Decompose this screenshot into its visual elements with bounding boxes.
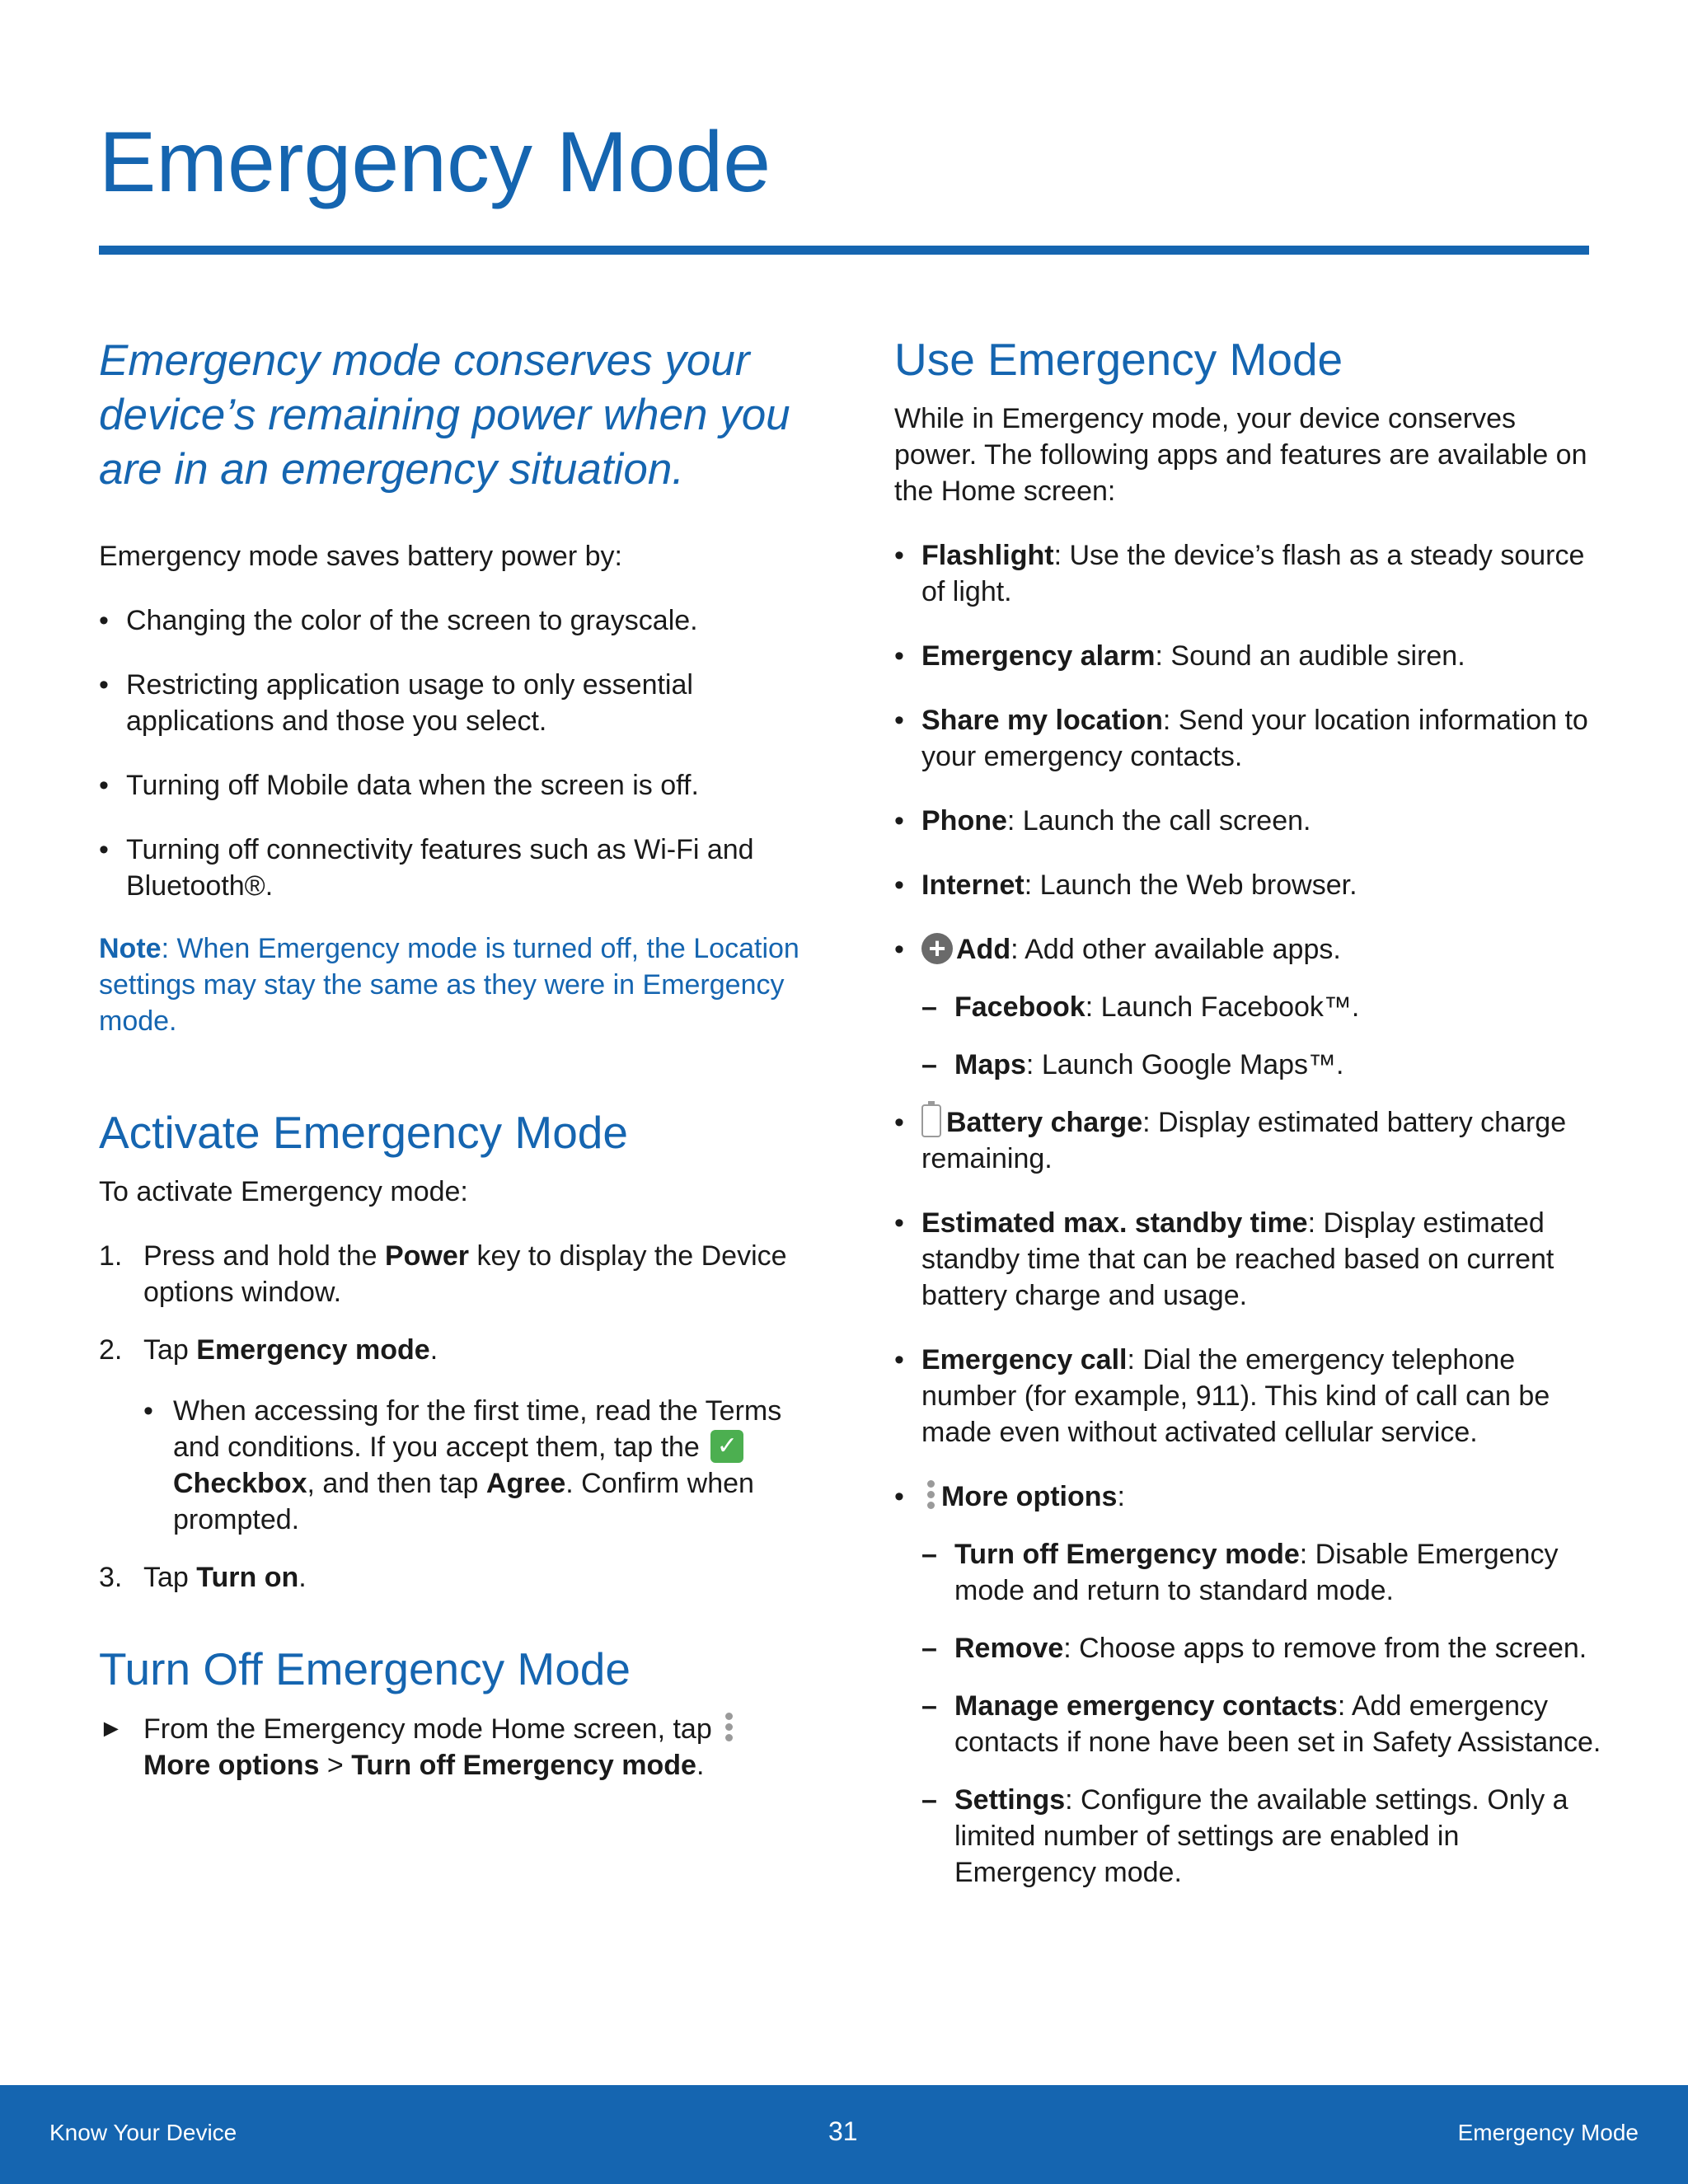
item-label: Share my location (921, 705, 1163, 737)
list-item (894, 638, 1603, 674)
item-text: : Send your location information to your emergency contacts. (921, 705, 1588, 773)
step-strong: Agree (485, 1468, 566, 1500)
item-text: : Choose apps to remove from the screen. (1063, 1633, 1587, 1665)
step-strong: Turn on (196, 1562, 299, 1594)
sub-list-item (921, 989, 1603, 1025)
step-number: 2. (99, 1334, 123, 1366)
list-item (894, 1479, 1603, 1891)
list-item (894, 1205, 1603, 1314)
item-label: Phone (921, 805, 1007, 837)
plus-circle-icon: + (921, 933, 953, 964)
item-text: : Display estimated battery charge remaining. (921, 1107, 1567, 1175)
features-list (894, 537, 1603, 1891)
right-column (894, 334, 1603, 1891)
step-text: Tap (143, 1334, 197, 1366)
item-text: : Add emergency contacts if none have been set in Safety Assistance. (954, 1690, 1601, 1759)
item-text: : Launch Facebook™. (1085, 991, 1360, 1024)
step-number: 1. (99, 1240, 123, 1272)
list-item: • Turning off connectivity features such as Wi-Fi and Bluetooth®. (99, 832, 799, 904)
item-label: More options (941, 1481, 1118, 1513)
more-options-icon (925, 1479, 936, 1513)
item-label: Remove (954, 1633, 1064, 1665)
list-item (894, 702, 1603, 775)
step-text: . (298, 1562, 307, 1594)
step-text: Tap (143, 1562, 197, 1594)
step-strong: Turn off Emergency mode (351, 1749, 696, 1781)
item-label: Flashlight (921, 540, 1054, 572)
turnoff-instruction (99, 1711, 799, 1783)
item-text: : Launch the Web browser. (1024, 869, 1357, 902)
list-item: • Restricting application usage to only essential applications and those you select. (99, 667, 799, 739)
footer-chapter-label: Emergency Mode (1457, 2120, 1639, 2145)
activate-intro: To activate Emergency mode: (99, 1176, 468, 1208)
step-text: Press and hold the (143, 1240, 385, 1272)
list-item (894, 1342, 1603, 1451)
more-options-icon (723, 1711, 734, 1746)
item-label: Settings (954, 1784, 1066, 1816)
item-text: : Sound an audible siren. (1155, 640, 1465, 673)
list-item (894, 1104, 1603, 1177)
step-strong: Checkbox (173, 1468, 307, 1500)
item-label: Add (956, 934, 1011, 966)
checkbox-icon: ✓ (710, 1430, 743, 1463)
step-text: . Confirm when prompted. (173, 1468, 754, 1536)
use-intro: While in Emergency mode, your device conserves power. The following apps and features are available on the Home screen: (894, 403, 1587, 508)
item-text: : Disable Emergency mode and return to standard mode. (954, 1539, 1559, 1607)
list-item (894, 931, 1603, 1083)
step-item (99, 1559, 799, 1596)
list-item (894, 867, 1603, 903)
item-text: : Add other available apps. (1010, 934, 1341, 966)
item-label: Emergency alarm (921, 640, 1156, 673)
list-item: • Turning off Mobile data when the screen is off. (99, 767, 799, 804)
note-text: : When Emergency mode is turned off, the Location settings may stay the same as they were in Emergency mode. (99, 933, 799, 1037)
note (99, 930, 799, 1039)
turnoff-heading: Turn Off Emergency Mode (99, 1643, 631, 1695)
step-item (99, 1238, 799, 1310)
saves-intro: Emergency mode saves battery power by: (99, 541, 622, 572)
item-text: : Launch the call screen. (1006, 805, 1311, 837)
item-label: Facebook (954, 991, 1085, 1024)
page-title: Emergency Mode (99, 115, 771, 210)
item-label: Manage emergency contacts (954, 1690, 1338, 1722)
step-text: From the Emergency mode Home screen, tap (143, 1713, 720, 1745)
item-label: Maps (954, 1049, 1026, 1081)
sub-list-item (921, 1047, 1603, 1083)
step-text: key to display the Device options window. (143, 1240, 787, 1309)
page-footer (0, 2085, 1688, 2184)
battery-icon (921, 1104, 941, 1137)
item-label: Internet (921, 869, 1025, 902)
title-divider (99, 246, 1589, 255)
sub-list-item (921, 1630, 1603, 1666)
item-text: : Use the device’s flash as a steady source of light. (921, 540, 1585, 608)
item-text: : Dial the emergency telephone number (for example, 911). This kind of call can be made even without activated cellular service. (921, 1344, 1550, 1449)
step-strong: More options (143, 1749, 320, 1781)
step-strong: Power (384, 1240, 470, 1272)
footer-section-label: Know Your Device (49, 2120, 237, 2145)
list-item (894, 803, 1603, 839)
list-item: • Changing the color of the screen to grayscale. (99, 602, 799, 639)
more-sub-list (921, 1536, 1603, 1891)
saves-list (99, 602, 799, 904)
activate-steps (99, 1238, 799, 1596)
use-heading: Use Emergency Mode (894, 334, 1343, 385)
step-item (99, 1332, 799, 1538)
note-label: Note (99, 933, 162, 964)
step-text: > (319, 1749, 352, 1781)
step-text: . (429, 1334, 438, 1366)
sub-list-item (921, 1782, 1603, 1891)
step-text: . (696, 1749, 705, 1781)
step-sub-item (143, 1393, 799, 1538)
step-number: 3. (99, 1562, 123, 1594)
item-label: Estimated max. standby time (921, 1207, 1308, 1240)
intro-text: Emergency mode conserves your device’s remaining power when you are in an emergency situation. (99, 336, 790, 494)
step-strong: Emergency mode (196, 1334, 430, 1366)
sub-list-item (921, 1688, 1603, 1760)
item-text: : Display estimated standby time that can be reached based on current battery charge and usage. (921, 1207, 1554, 1312)
step-text: , and then tap (307, 1468, 486, 1500)
sub-list-item (921, 1536, 1603, 1609)
page-number: 31 (828, 2116, 858, 2146)
item-label: Turn off Emergency mode (954, 1539, 1300, 1571)
item-text: : (1117, 1481, 1125, 1513)
item-text: : Launch Google Maps™. (1025, 1049, 1344, 1081)
arrow-right-icon: ► (99, 1714, 124, 1742)
left-column (99, 334, 799, 1783)
list-item (894, 537, 1603, 610)
activate-heading: Activate Emergency Mode (99, 1107, 628, 1158)
item-label: Battery charge (946, 1107, 1143, 1139)
step-text: When accessing for the first time, read the Terms and conditions. If you accept them, tap the (173, 1395, 782, 1464)
item-label: Emergency call (921, 1344, 1128, 1376)
add-sub-list (921, 989, 1603, 1083)
item-text: : Configure the available settings. Only a limited number of settings are enabled in Emergency mode. (954, 1784, 1568, 1889)
